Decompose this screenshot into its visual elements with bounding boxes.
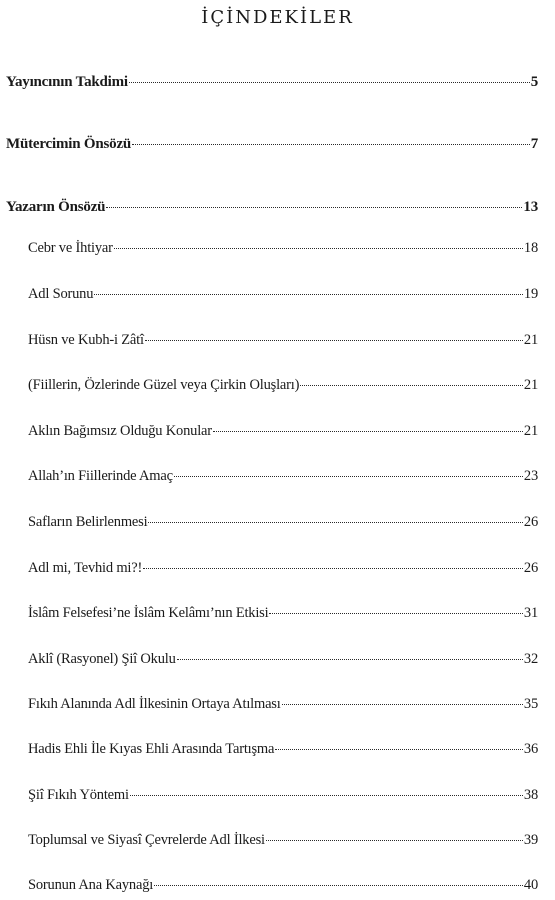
toc-entry <box>28 328 538 352</box>
toc-entry <box>28 236 538 260</box>
toc-entry <box>6 195 538 219</box>
toc-entry-title: (Fiillerin, Özlerinde Güzel veya Çirkin Oluşları) <box>28 377 300 393</box>
toc-entry-page-number: 7 <box>530 136 538 152</box>
toc-entry-title: Mütercimin Önsözü <box>6 136 132 152</box>
toc-entry-title: Cebr ve İhtiyar <box>28 240 113 256</box>
dot-leader <box>94 294 523 295</box>
toc-entry-title: Aklî (Rasyonel) Şiî Okulu <box>28 651 176 667</box>
toc-entry-page-number: 23 <box>523 468 538 484</box>
dot-leader <box>129 82 530 83</box>
toc-entry <box>28 692 538 716</box>
dot-leader <box>213 431 523 432</box>
toc-entry-page-number: 36 <box>523 741 538 757</box>
dot-leader <box>106 207 522 208</box>
toc-entry-title: Fıkıh Alanında Adl İlkesinin Ortaya Atılması <box>28 696 281 712</box>
toc-entry <box>6 70 538 94</box>
toc-entry-title: Yayıncının Takdimi <box>6 74 128 90</box>
toc-entry-page-number: 21 <box>523 332 538 348</box>
toc-entry-page-number: 19 <box>523 286 538 302</box>
toc-entry <box>28 783 538 807</box>
dot-leader <box>174 476 523 477</box>
dot-leader <box>275 749 523 750</box>
toc-entry-page-number: 31 <box>523 605 538 621</box>
toc-entry-title: İslâm Felsefesi’ne İslâm Kelâmı’nın Etkisi <box>28 605 269 621</box>
toc-entry-title: Adl Sorunu <box>28 286 94 302</box>
dot-leader <box>177 659 523 660</box>
toc-entry-page-number: 35 <box>523 696 538 712</box>
toc-entry-title: Hadis Ehli İle Kıyas Ehli Arasında Tartışma <box>28 741 275 757</box>
toc-entry <box>28 828 538 852</box>
toc-entry-page-number: 39 <box>523 832 538 848</box>
toc-entry <box>28 419 538 443</box>
dot-leader <box>282 704 523 705</box>
toc-entry-page-number: 13 <box>523 199 538 215</box>
toc-entry-page-number: 26 <box>523 514 538 530</box>
page-title: İÇİNDEKİLER <box>201 7 354 28</box>
toc-entry-page-number: 32 <box>523 651 538 667</box>
dot-leader <box>130 795 523 796</box>
toc-entry <box>28 282 538 306</box>
toc-entry <box>28 601 538 625</box>
toc-entry <box>6 132 538 156</box>
toc-entry <box>28 737 538 761</box>
dot-leader <box>114 248 523 249</box>
toc-entry-page-number: 21 <box>523 423 538 439</box>
toc-entry <box>28 873 538 897</box>
dot-leader <box>143 568 523 569</box>
dot-leader <box>145 340 523 341</box>
toc-entry-title: Şiî Fıkıh Yöntemi <box>28 787 129 803</box>
toc-entry-page-number: 26 <box>523 560 538 576</box>
toc-entry <box>28 373 538 397</box>
toc-entry-page-number: 5 <box>530 74 538 90</box>
toc-entry-page-number: 18 <box>523 240 538 256</box>
dot-leader <box>132 144 530 145</box>
dot-leader <box>269 613 522 614</box>
dot-leader <box>154 885 523 886</box>
toc-entry-title: Aklın Bağımsız Olduğu Konular <box>28 423 212 439</box>
toc-entry-title: Hüsn ve Kubh-i Zâtî <box>28 332 144 348</box>
toc-entry-title: Allah’ın Fiillerinde Amaç <box>28 468 173 484</box>
toc-entry-page-number: 21 <box>523 377 538 393</box>
toc-entry-title: Sorunun Ana Kaynağı <box>28 877 154 893</box>
toc-entry-title: Safların Belirlenmesi <box>28 514 148 530</box>
toc-entry-title: Yazarın Önsözü <box>6 199 106 215</box>
toc-entry-page-number: 38 <box>523 787 538 803</box>
dot-leader <box>266 840 523 841</box>
toc-entry-page-number: 40 <box>523 877 538 893</box>
toc-entry <box>28 556 538 580</box>
toc-entry <box>28 464 538 488</box>
dot-leader <box>148 522 522 523</box>
toc-entry <box>28 647 538 671</box>
dot-leader <box>300 385 523 386</box>
toc-entry-title: Adl mi, Tevhid mi?! <box>28 560 143 576</box>
toc-entry-title: Toplumsal ve Siyasî Çevrelerde Adl İlkesi <box>28 832 265 848</box>
toc-entry <box>28 510 538 534</box>
